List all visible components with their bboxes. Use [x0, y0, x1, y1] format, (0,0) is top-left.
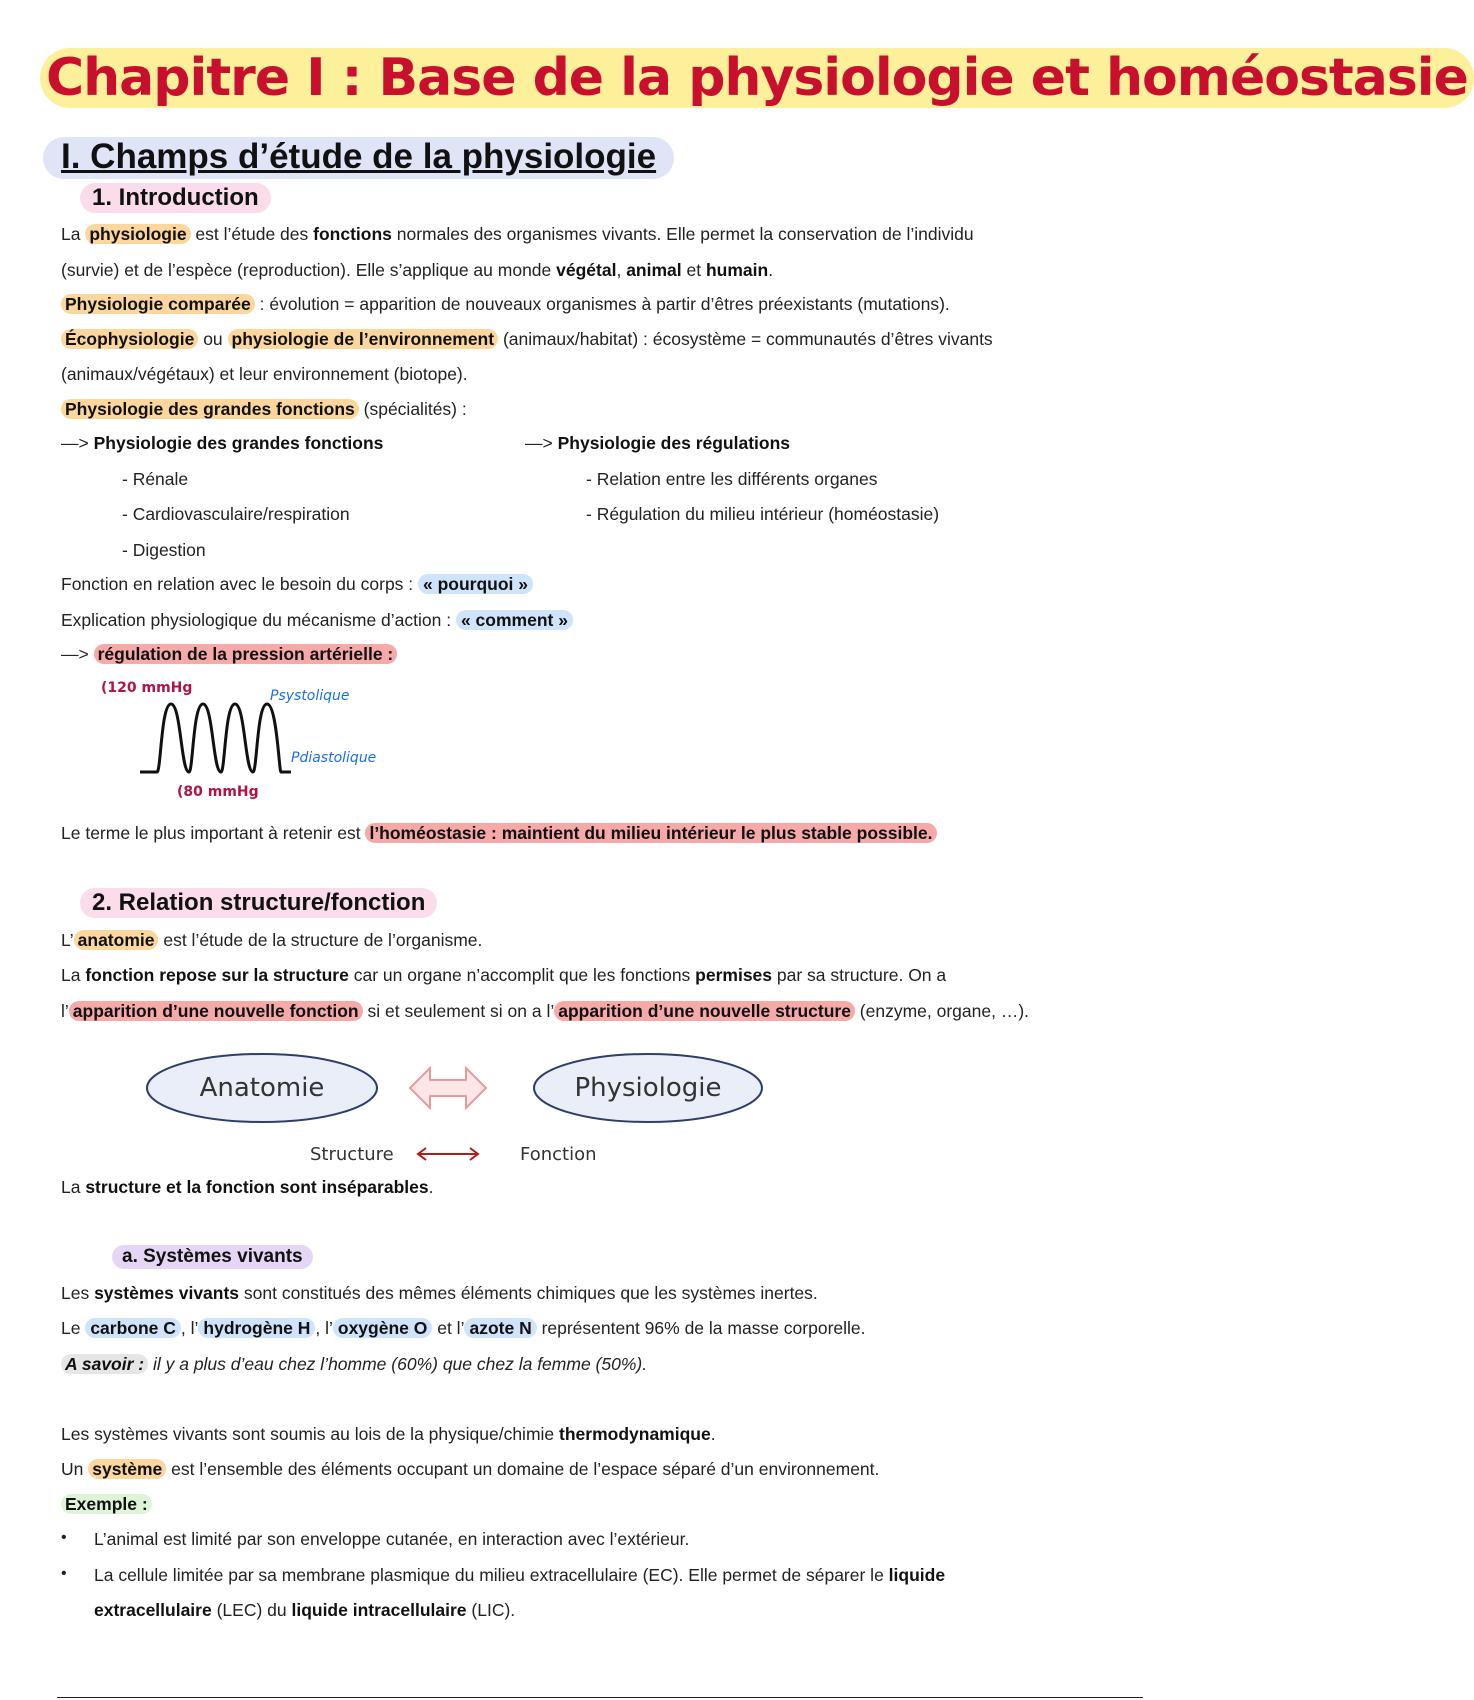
graph-top-label: (120 mmHg [101, 680, 193, 696]
list-item-continuation: extracellulaire (LEC) du liquide intracellulaire (LIC). [94, 1600, 516, 1620]
graph-bottom-label: (80 mmHg [177, 784, 259, 800]
subsection-intro-heading: 1. Introduction [80, 183, 271, 213]
list-item: - Digestion [122, 540, 206, 560]
example-label: Exemple : [61, 1494, 152, 1515]
list-item: L’animal est limité par son enveloppe cutanée, en interaction avec l’extérieur. [94, 1529, 690, 1549]
paragraph: La physiologie est l’étude des fonctions normales des organismes vivants. Elle permet la conservation de l’individu [61, 224, 974, 244]
paragraph: (survie) et de l’espèce (reproduction). Elle s’applique au monde végétal, animal et humain. [61, 260, 774, 280]
paragraph: Les systèmes vivants sont constitués des mêmes éléments chimiques que les systèmes inertes. [61, 1283, 818, 1303]
anatomy-physiology-diagram [140, 1050, 780, 1170]
bottom-rule [57, 1697, 1143, 1698]
page-title: Chapitre I : Base de la physiologie et homéostasie [40, 48, 1474, 108]
key-sentence: Le terme le plus important à retenir est l’homéostasie : maintient du milieu intérieur le plus stable possible. [61, 823, 937, 844]
bullet: • [61, 1565, 67, 1582]
physiology-label: Physiologie [574, 1073, 722, 1103]
paragraph: A savoir : il y a plus d’eau chez l’homme (60%) que chez la femme (50%). [61, 1354, 647, 1375]
paragraph: Un système est l’ensemble des éléments occupant un domaine de l’espace séparé d’un environnement. [61, 1459, 880, 1479]
double-arrow [410, 1068, 486, 1108]
paragraph: Physiologie des grandes fonctions (spécialités) : [61, 399, 467, 420]
pressure-wave [140, 704, 291, 772]
section-heading: I. Champs d’étude de la physiologie [43, 137, 674, 179]
paragraph: Le carbone C , l’ hydrogène H , l’ oxygène O et l’ azote N représentent 96% de la masse corporelle. [61, 1318, 866, 1338]
structure-label: Structure [310, 1144, 394, 1165]
graph-systolic-label: Psystolique [270, 688, 350, 704]
paragraph: Les systèmes vivants sont soumis au lois de la physique/chimie thermodynamique. [61, 1424, 716, 1444]
list-item: - Cardiovasculaire/respiration [122, 504, 350, 524]
anatomy-label: Anatomie [199, 1073, 325, 1103]
list-item: - Relation entre les différents organes [586, 469, 878, 489]
list-item: La cellule limitée par sa membrane plasmique du milieu extracellulaire (EC). Elle permet de séparer le liquide [94, 1565, 946, 1585]
paragraph: Écophysiologie ou physiologie de l’environnement (animaux/habitat) : écosystème = communautés d’êtres vivants [61, 329, 993, 350]
bullet: • [61, 1529, 67, 1546]
column-1-heading: —> Physiologie des grandes fonctions [61, 433, 384, 453]
paragraph: —> régulation de la pression artérielle : [61, 644, 397, 665]
paragraph: l’ apparition d’une nouvelle fonction si et seulement si on a l’ apparition d’une nouvelle structure (enzyme, organe, …). [61, 1001, 1030, 1021]
paragraph: Fonction en relation avec le besoin du corps : « pourquoi » [61, 574, 533, 595]
paragraph: La structure et la fonction sont inséparables. [61, 1177, 434, 1197]
list-item: - Rénale [122, 469, 189, 489]
paragraph: Physiologie comparée : évolution = apparition de nouveaux organismes à partir d’êtres préexistants (mutations). [61, 294, 950, 315]
fonction-label: Fonction [520, 1144, 597, 1165]
paragraph: L’ anatomie est l’étude de la structure de l’organisme. [61, 930, 483, 950]
list-item: - Régulation du milieu intérieur (homéostasie) [586, 504, 940, 524]
column-2-heading: —> Physiologie des régulations [525, 433, 791, 453]
subsection-systemes-heading: a. Systèmes vivants [112, 1245, 313, 1269]
graph-diastolic-label: Pdiastolique [291, 750, 377, 766]
paragraph: (animaux/végétaux) et leur environnement (biotope). [61, 364, 468, 384]
paragraph: La fonction repose sur la structure car un organe n’accomplit que les fonctions permises par sa structure. On a [61, 965, 947, 985]
blood-pressure-graph [95, 672, 415, 812]
paragraph: Explication physiologique du mécanisme d’action : « comment » [61, 610, 573, 631]
subsection-relation-heading: 2. Relation structure/fonction [80, 888, 437, 918]
